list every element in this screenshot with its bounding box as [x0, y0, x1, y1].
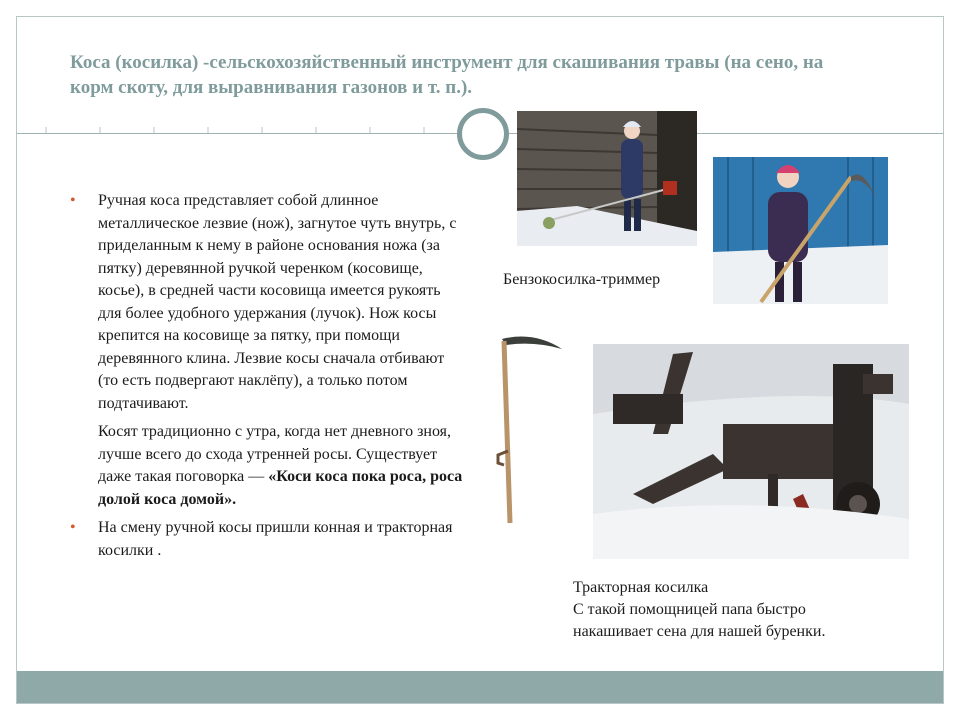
tractor-caption-line: накашивает сена для нашей буренки. — [573, 623, 826, 640]
slide-title: Коса (косилка) -сельскохозяйственный инструмент для скашивания травы (на сено, на корм скоту, для выравнивания газонов и т. п.). — [70, 52, 824, 98]
indented-paragraph — [70, 421, 465, 511]
paragraph-text: Косят традиционно с утра, когда нет дневного зноя, лучше всего до схода утренней росы. Существует даже такая поговорка — — [98, 423, 452, 485]
proverb-text: «Коси коса пока роса, роса долой коса домой». — [98, 468, 463, 508]
bullet-paragraph — [70, 190, 465, 415]
trimmer-caption: Бензокосилка-триммер — [503, 271, 661, 288]
scythe-photo — [494, 331, 564, 526]
paragraph-text: На смену ручной косы пришли конная и тракторная косилки . — [98, 519, 453, 559]
header-divider-ticks — [20, 127, 460, 133]
footer-accent-bar — [17, 671, 943, 703]
bullet-paragraph — [70, 517, 465, 562]
divider-ring-ornament — [457, 108, 509, 160]
paragraph-text: Ручная коса представляет собой длинное металлическое лезвие (нож), загнутое чуть внутрь, с приделанным к нему в районе основания ножа (за пятку) деревянной ручкой черенком (косовище, косье), в средней части косовища имеется рукоять для более удобного удержания (лучок). Нож косы крепится на косовище за пятку, при помощи деревянного клина. Лезвие косы сначала отбивают (то есть подвергают наклёпу), а только потом подтачивают. — [98, 192, 457, 412]
bullet-marker: • — [70, 519, 76, 536]
bullet-marker: • — [70, 192, 76, 209]
tractor-mower-photo — [593, 344, 909, 559]
body-text — [70, 190, 465, 562]
tractor-caption-line: С такой помощницей папа быстро — [573, 601, 806, 618]
girl-with-trimmer-photo — [517, 111, 697, 246]
girl-with-scythe-photo — [713, 157, 888, 304]
tractor-caption-title: Тракторная косилка — [573, 579, 709, 596]
